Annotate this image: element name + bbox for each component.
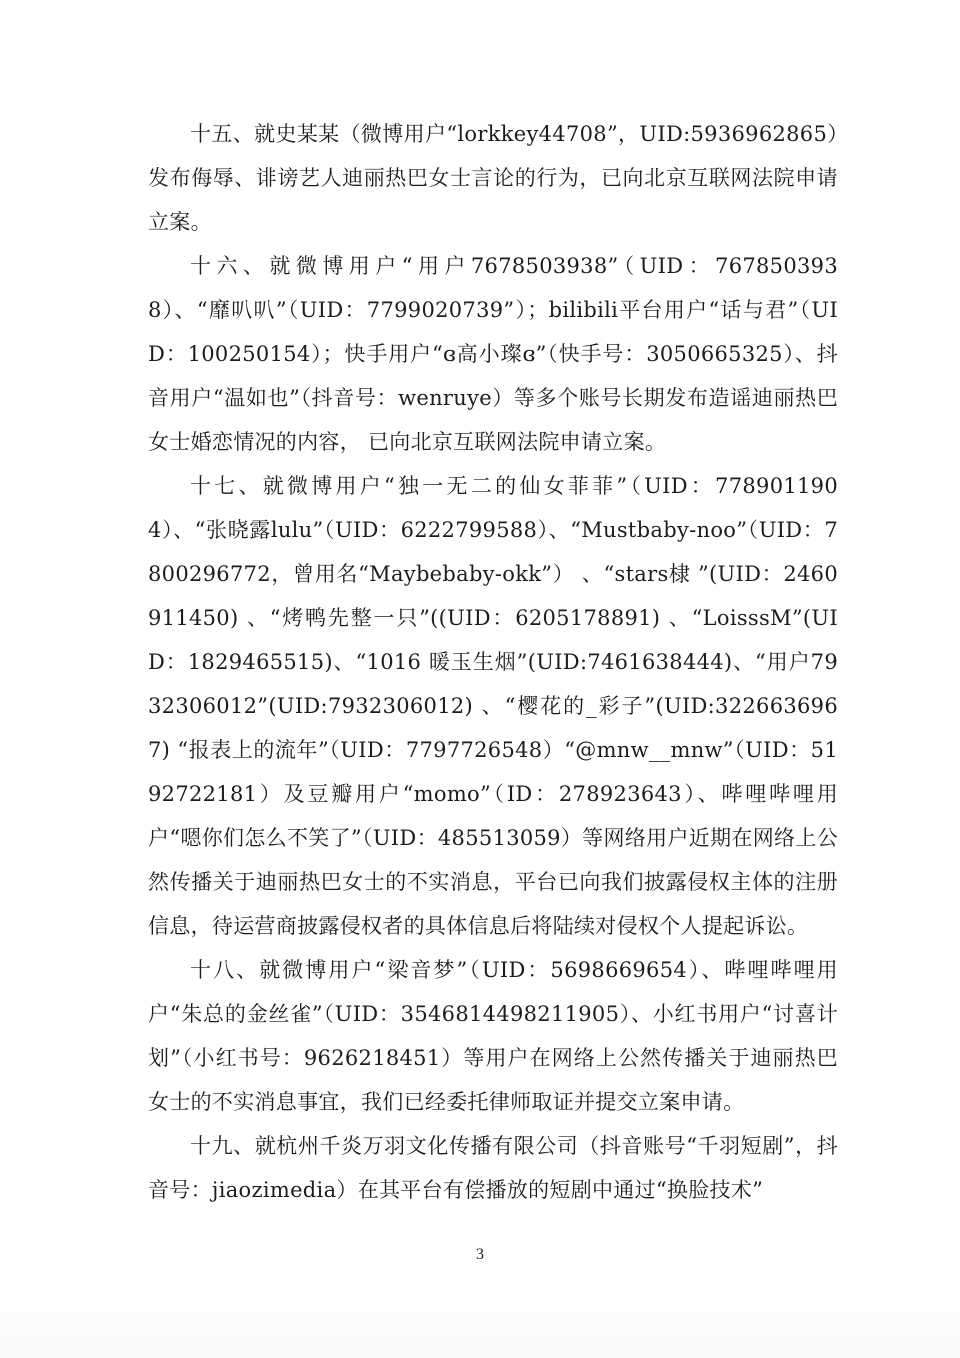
paragraph-16: 十六、就微博用户“用户7678503938”（UID：7678503938）、“靡叭叭”（UID：7799020739”）；bilibili平台用户“话与君”（UID：100250154）；快手用户“ɞ高小璨ɞ”（快手号：3050665325）、抖音用户“温如也”（抖音号：wenruye）等多个账号长期发布造谣迪丽热巴女士婚恋情况的内容， 已向北京互联网法院申请立案。 (148, 254, 838, 454)
paragraph-15: 十五、就史某某（微博用户“lorkkey44708”，UID:5936962865）发布侮辱、诽谤艺人迪丽热巴女士言论的行为，已向北京互联网法院申请立案。 (148, 122, 838, 234)
document-body (148, 112, 838, 1212)
paragraph-17: 十七、就微博用户“独一无二的仙女菲菲”（UID：7789011904）、“张晓露lulu”（UID：6222799588）、“Mustbaby-noo”（UID：7800296772，曾用名“Maybebaby-okk”） 、“stars棣 ”(UID：2460911450) 、“烤鸭先整一只”((UID：6205178891) 、“LoisssM”(UID：1829465515)、“1016 暖玉生烟”(UID:7461638444)、“用户7932306012”(UID:7932306012) 、“樱花的_彩子”(UID:3226636967) “报表上的流年”（UID：7797726548）“@mnw__mnw”（UID：5192722181）及豆瓣用户“momo”（ID：278923643）、哔哩哔哩用户“嗯你们怎么不笑了”（UID：485513059）等网络用户近期在网络上公然传播关于迪丽热巴女士的不实消息，平台已向我们披露侵权主体的注册信息，待运营商披露侵权者的具体信息后将陆续对侵权个人提起诉讼。 (148, 474, 838, 938)
bottom-shadow (0, 1290, 960, 1358)
paragraph-18: 十八、就微博用户“梁音梦”（UID：5698669654）、哔哩哔哩用户“朱总的金丝雀”（UID：3546814498211905）、小红书用户“讨喜计划”（小红书号：9626218451）等用户在网络上公然传播关于迪丽热巴女士的不实消息事宜，我们已经委托律师取证并提交立案申请。 (148, 958, 838, 1114)
page-number: 3 (476, 1246, 484, 1263)
paragraph-19: 十九、就杭州千炎万羽文化传播有限公司（抖音账号“千羽短剧”，抖音号：jiaozimedia）在其平台有偿播放的短剧中通过“换脸技术” (148, 1134, 838, 1202)
